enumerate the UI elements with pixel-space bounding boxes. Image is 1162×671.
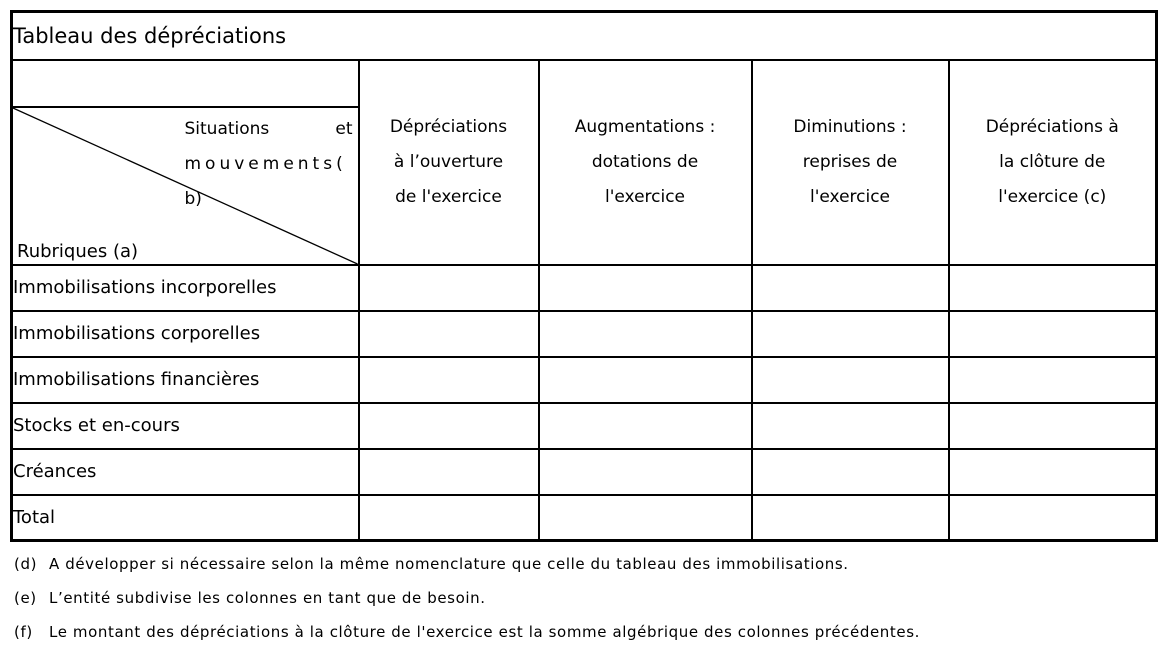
situations-line: Situations et xyxy=(184,118,353,139)
data-cell xyxy=(539,403,752,449)
header-line: reprises de xyxy=(802,151,898,172)
data-cell xyxy=(949,495,1157,541)
header-line: l'exercice xyxy=(809,186,891,207)
header-line: l'exercice (c) xyxy=(998,186,1107,207)
data-cell xyxy=(949,265,1157,311)
table-row xyxy=(12,403,1157,449)
data-cell xyxy=(949,311,1157,357)
data-cell xyxy=(539,265,752,311)
situations-line: b) xyxy=(184,188,202,209)
data-cell xyxy=(752,311,949,357)
footnote-marker: (d) xyxy=(14,555,38,573)
data-cell xyxy=(539,449,752,495)
footnote xyxy=(14,554,1155,574)
depreciations-table xyxy=(10,10,1158,542)
table-row xyxy=(12,357,1157,403)
data-cell xyxy=(359,403,539,449)
header-line: la clôture de xyxy=(999,151,1106,172)
table-title: Tableau des dépréciations xyxy=(12,12,1157,60)
header-line: dotations de xyxy=(591,151,699,172)
column-header-depreciations-cloture xyxy=(949,60,1157,265)
header-line: Augmentations : xyxy=(574,116,716,137)
situations-mouvements-label xyxy=(185,112,353,217)
corner-diagonal-cell xyxy=(12,107,359,265)
data-cell xyxy=(949,403,1157,449)
data-cell xyxy=(539,311,752,357)
data-cell xyxy=(949,357,1157,403)
header-line: à l’ouverture xyxy=(393,151,504,172)
data-cell xyxy=(539,357,752,403)
row-label: Créances xyxy=(12,449,359,495)
data-cell xyxy=(359,357,539,403)
data-cell xyxy=(359,265,539,311)
header-line: Diminutions : xyxy=(793,116,907,137)
header-line: de l'exercice xyxy=(395,186,502,207)
data-cell xyxy=(752,265,949,311)
row-label: Immobilisations corporelles xyxy=(12,311,359,357)
table-row xyxy=(12,449,1157,495)
footnote xyxy=(14,622,1155,642)
situations-line: mouvements( xyxy=(184,153,347,174)
row-label: Immobilisations financières xyxy=(12,357,359,403)
footnote-text: A développer si nécessaire selon la même nomenclature que celle du tableau des immobilisations. xyxy=(49,555,849,573)
header-line: l'exercice xyxy=(604,186,686,207)
data-cell xyxy=(949,449,1157,495)
footnote xyxy=(14,588,1155,608)
data-cell xyxy=(359,311,539,357)
header-line: Dépréciations xyxy=(389,116,508,137)
row-label: Immobilisations incorporelles xyxy=(12,265,359,311)
footnote-text: Le montant des dépréciations à la clôture de l'exercice est la somme algébrique des colonnes précédentes. xyxy=(49,623,920,641)
row-label: Stocks et en-cours xyxy=(12,403,359,449)
data-cell xyxy=(539,495,752,541)
column-header-diminutions-reprises xyxy=(752,60,949,265)
column-header-depreciations-ouverture xyxy=(359,60,539,265)
data-cell xyxy=(752,357,949,403)
title-row xyxy=(12,12,1157,60)
corner-top-cell xyxy=(12,60,359,107)
data-cell xyxy=(752,495,949,541)
footnote-text: L’entité subdivise les colonnes en tant que de besoin. xyxy=(49,589,486,607)
table-row xyxy=(12,495,1157,541)
row-label: Total xyxy=(12,495,359,541)
header-line: Dépréciations à xyxy=(985,116,1119,137)
table-row xyxy=(12,265,1157,311)
data-cell xyxy=(752,449,949,495)
data-cell xyxy=(752,403,949,449)
data-cell xyxy=(359,495,539,541)
footnote-marker: (f) xyxy=(14,623,33,641)
data-cell xyxy=(359,449,539,495)
footnote-marker: (e) xyxy=(14,589,37,607)
header-row-top xyxy=(12,60,1157,107)
table-row xyxy=(12,311,1157,357)
footnotes xyxy=(10,554,1155,642)
column-header-augmentations-dotations xyxy=(539,60,752,265)
rubriques-label: Rubriques (a) xyxy=(17,240,139,262)
